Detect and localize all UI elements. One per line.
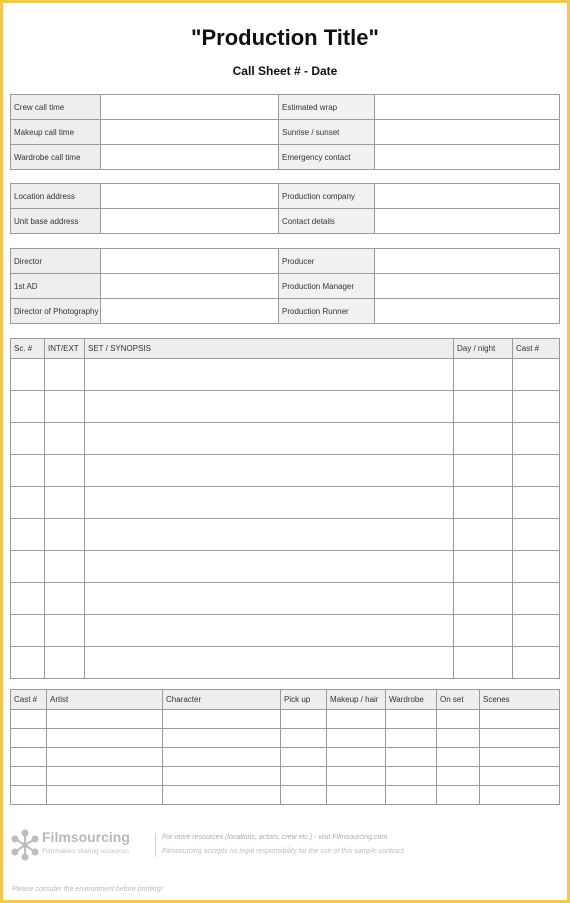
table-cell[interactable] — [281, 729, 327, 748]
table-cell[interactable] — [513, 647, 560, 679]
table-cell[interactable] — [45, 583, 85, 615]
table-cell[interactable] — [513, 615, 560, 647]
makeup-hair-header: Makeup / hair — [327, 690, 386, 710]
production-runner-label: Production Runner — [279, 299, 375, 324]
table-cell[interactable] — [47, 767, 163, 786]
production-manager-field[interactable] — [375, 274, 560, 299]
call-sheet — [3, 3, 567, 900]
page-subtitle: Call Sheet # - Date — [232, 64, 338, 78]
table-cell[interactable] — [11, 729, 47, 748]
table-row — [11, 455, 560, 487]
table-cell[interactable] — [85, 359, 454, 391]
table-cell[interactable] — [45, 647, 85, 679]
table-row — [11, 551, 560, 583]
sunrise-sunset-field[interactable] — [375, 120, 560, 145]
table-cell[interactable] — [454, 455, 513, 487]
scene-number-header: Sc. # — [11, 339, 45, 359]
table-cell[interactable] — [11, 359, 45, 391]
makeup-call-field[interactable] — [101, 120, 279, 145]
set-synopsis-header: SET / SYNOPSIS — [85, 339, 454, 359]
table-cell[interactable] — [85, 583, 454, 615]
emergency-contact-label: Emergency contact — [279, 145, 375, 170]
first-ad-field[interactable] — [101, 274, 279, 299]
sunrise-sunset-label: Sunrise / sunset — [279, 120, 375, 145]
table-cell[interactable] — [513, 359, 560, 391]
table-cell[interactable] — [85, 615, 454, 647]
table-cell[interactable] — [281, 786, 327, 805]
table-cell[interactable] — [454, 551, 513, 583]
estimated-wrap-label: Estimated wrap — [279, 95, 375, 120]
table-cell[interactable] — [85, 551, 454, 583]
table-header-row — [11, 339, 560, 359]
table-cell[interactable] — [513, 519, 560, 551]
director-field[interactable] — [101, 249, 279, 274]
table-cell[interactable] — [281, 767, 327, 786]
table-cell[interactable] — [163, 786, 281, 805]
artist-header: Artist — [47, 690, 163, 710]
table-row — [11, 487, 560, 519]
table-cell[interactable] — [45, 615, 85, 647]
table-cell[interactable] — [386, 729, 437, 748]
table-cell[interactable] — [11, 786, 47, 805]
table-cell[interactable] — [11, 710, 47, 729]
location-address-label: Location address — [11, 184, 101, 209]
page-title: "Production Title" — [191, 25, 379, 50]
table-cell[interactable] — [480, 767, 560, 786]
table-cell[interactable] — [437, 748, 480, 767]
table-cell[interactable] — [163, 767, 281, 786]
table-cell[interactable] — [45, 455, 85, 487]
resources-note: For more resources (locations, actors, crew etc.) - visit Filmsourcing.com — [162, 834, 388, 841]
table-cell[interactable] — [45, 423, 85, 455]
makeup-call-label: Makeup call time — [11, 120, 101, 145]
table-cell[interactable] — [327, 767, 386, 786]
table-cell[interactable] — [45, 551, 85, 583]
table-cell[interactable] — [45, 487, 85, 519]
table-cell[interactable] — [85, 423, 454, 455]
cast-number-header: Cast # — [11, 690, 47, 710]
table-cell[interactable] — [437, 767, 480, 786]
production-company-field[interactable] — [375, 184, 560, 209]
table-cell[interactable] — [11, 487, 45, 519]
table-cell[interactable] — [386, 710, 437, 729]
emergency-contact-field[interactable] — [375, 145, 560, 170]
table-row — [11, 583, 560, 615]
table-cell[interactable] — [327, 786, 386, 805]
table-cell[interactable] — [85, 455, 454, 487]
crew-call-field[interactable] — [101, 95, 279, 120]
table-cell[interactable] — [454, 615, 513, 647]
table-row — [11, 767, 560, 786]
table-cell[interactable] — [454, 519, 513, 551]
table-cell[interactable] — [437, 786, 480, 805]
table-cell[interactable] — [437, 729, 480, 748]
table-cell[interactable] — [85, 391, 454, 423]
table-row — [11, 748, 560, 767]
estimated-wrap-field[interactable] — [375, 95, 560, 120]
table-cell[interactable] — [513, 391, 560, 423]
table-cell[interactable] — [47, 748, 163, 767]
wardrobe-header: Wardrobe — [386, 690, 437, 710]
table-cell[interactable] — [163, 748, 281, 767]
crew-call-label: Crew call time — [11, 95, 101, 120]
table-cell[interactable] — [47, 729, 163, 748]
table-header-row — [11, 690, 560, 710]
location-address-field[interactable] — [101, 184, 279, 209]
table-cell[interactable] — [85, 647, 454, 679]
table-cell[interactable] — [281, 710, 327, 729]
table-cell[interactable] — [163, 729, 281, 748]
contact-details-field[interactable] — [375, 209, 560, 234]
int-ext-header: INT/EXT — [45, 339, 85, 359]
table-row — [11, 359, 560, 391]
producer-field[interactable] — [375, 249, 560, 274]
character-header: Character — [163, 690, 281, 710]
table-cell[interactable] — [454, 423, 513, 455]
times-table — [10, 94, 560, 170]
brand-name: Filmsourcing — [42, 829, 130, 845]
table-cell[interactable] — [454, 487, 513, 519]
table-cell[interactable] — [454, 359, 513, 391]
cast-number-header: Cast # — [513, 339, 560, 359]
table-cell[interactable] — [163, 710, 281, 729]
scenes-table — [10, 338, 560, 679]
director-label: Director — [11, 249, 101, 274]
footer-divider — [155, 833, 156, 857]
table-row — [11, 647, 560, 679]
cast-table — [10, 689, 560, 805]
table-row — [11, 423, 560, 455]
table-row — [11, 95, 560, 120]
brand-tagline: Filmmakers sharing resources — [42, 848, 130, 855]
table-cell[interactable] — [45, 359, 85, 391]
wardrobe-call-label: Wardrobe call time — [11, 145, 101, 170]
table-cell[interactable] — [11, 615, 45, 647]
table-row — [11, 786, 560, 805]
table-cell[interactable] — [480, 729, 560, 748]
table-row — [11, 729, 560, 748]
table-cell[interactable] — [454, 647, 513, 679]
table-row — [11, 615, 560, 647]
table-cell[interactable] — [11, 647, 45, 679]
table-cell[interactable] — [45, 519, 85, 551]
environment-note: Please consider the environment before printing! — [12, 886, 163, 893]
table-row — [11, 120, 560, 145]
table-cell[interactable] — [386, 748, 437, 767]
table-row — [11, 391, 560, 423]
unit-base-address-label: Unit base address — [11, 209, 101, 234]
production-company-label: Production company — [279, 184, 375, 209]
table-cell[interactable] — [327, 710, 386, 729]
table-row — [11, 299, 560, 324]
table-row — [11, 274, 560, 299]
table-cell[interactable] — [11, 519, 45, 551]
table-cell[interactable] — [327, 729, 386, 748]
table-cell[interactable] — [386, 786, 437, 805]
table-cell[interactable] — [480, 748, 560, 767]
table-cell[interactable] — [454, 391, 513, 423]
production-runner-field[interactable] — [375, 299, 560, 324]
table-cell[interactable] — [454, 583, 513, 615]
table-cell[interactable] — [513, 487, 560, 519]
pick-up-header: Pick up — [281, 690, 327, 710]
table-cell[interactable] — [11, 583, 45, 615]
table-row — [11, 519, 560, 551]
dop-label: Director of Photography — [11, 299, 101, 324]
table-cell[interactable] — [437, 710, 480, 729]
table-cell[interactable] — [11, 455, 45, 487]
first-ad-label: 1st AD — [11, 274, 101, 299]
table-cell[interactable] — [480, 786, 560, 805]
disclaimer-note: Filmsourcing accepts no legal responsibility for the use of this sample contract. — [162, 848, 406, 855]
locations-table — [10, 183, 560, 234]
table-cell[interactable] — [45, 391, 85, 423]
table-cell[interactable] — [513, 455, 560, 487]
table-cell[interactable] — [11, 551, 45, 583]
table-row — [11, 145, 560, 170]
day-night-header: Day / night — [454, 339, 513, 359]
on-set-header: On set — [437, 690, 480, 710]
table-cell[interactable] — [11, 748, 47, 767]
table-row — [11, 184, 560, 209]
contact-details-label: Contact details — [279, 209, 375, 234]
table-cell[interactable] — [85, 487, 454, 519]
table-cell[interactable] — [480, 710, 560, 729]
wardrobe-call-field[interactable] — [101, 145, 279, 170]
table-cell[interactable] — [11, 391, 45, 423]
table-cell[interactable] — [513, 583, 560, 615]
table-cell[interactable] — [11, 423, 45, 455]
table-row — [11, 209, 560, 234]
scenes-header: Scenes — [480, 690, 560, 710]
table-cell[interactable] — [47, 710, 163, 729]
table-row — [11, 249, 560, 274]
production-manager-label: Production Manager — [279, 274, 375, 299]
table-cell[interactable] — [327, 748, 386, 767]
table-cell[interactable] — [11, 767, 47, 786]
table-cell[interactable] — [281, 748, 327, 767]
table-cell[interactable] — [85, 519, 454, 551]
table-cell[interactable] — [47, 786, 163, 805]
unit-base-address-field[interactable] — [101, 209, 279, 234]
producer-label: Producer — [279, 249, 375, 274]
crew-table — [10, 248, 560, 324]
dop-field[interactable] — [101, 299, 279, 324]
table-cell[interactable] — [513, 551, 560, 583]
table-cell[interactable] — [386, 767, 437, 786]
table-row — [11, 710, 560, 729]
filmsourcing-logo-icon — [10, 828, 40, 862]
table-cell[interactable] — [513, 423, 560, 455]
